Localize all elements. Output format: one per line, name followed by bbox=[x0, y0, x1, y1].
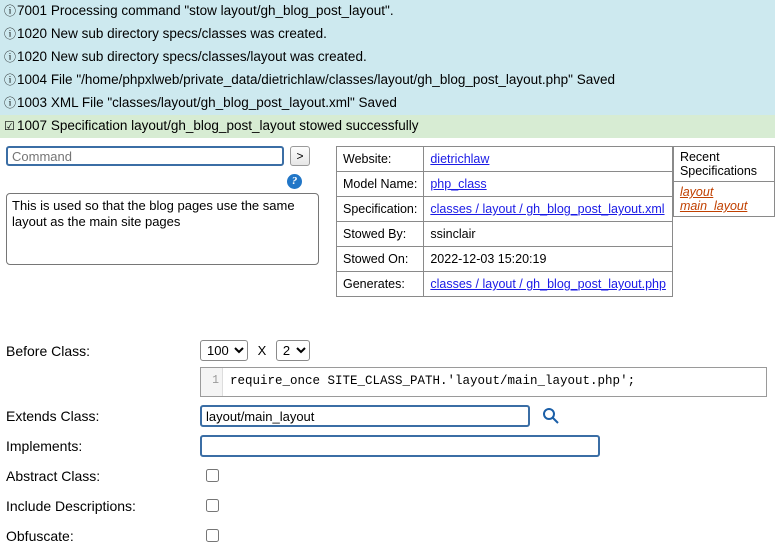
log-message bbox=[0, 23, 775, 46]
row-value: ssinclair bbox=[424, 222, 673, 247]
obfuscate-controls bbox=[200, 525, 775, 545]
table-row bbox=[337, 247, 673, 272]
info-icon: ⓘ bbox=[4, 73, 17, 87]
editor-columns-select[interactable] bbox=[200, 340, 248, 361]
extends-class-input[interactable] bbox=[200, 405, 530, 427]
code-line-text[interactable]: require_once SITE_CLASS_PATH.'layout/main_layout.php'; bbox=[230, 374, 636, 388]
row-label: Model Name: bbox=[337, 172, 424, 197]
table-row bbox=[337, 147, 673, 172]
log-message-code: 7001 bbox=[17, 3, 48, 18]
before-class-row bbox=[0, 340, 775, 397]
spec-info-table bbox=[336, 146, 673, 297]
size-separator: X bbox=[257, 343, 267, 358]
extends-class-row bbox=[0, 405, 775, 427]
search-icon[interactable] bbox=[542, 407, 559, 427]
table-row bbox=[673, 245, 774, 273]
info-icon: ⓘ bbox=[4, 96, 17, 110]
log-message-text: New sub directory specs/classes was created. bbox=[50, 26, 327, 41]
implements-input[interactable] bbox=[200, 435, 600, 457]
recent-item-empty bbox=[673, 301, 774, 329]
log-message-code: 1003 bbox=[17, 95, 48, 110]
editor-rows-select[interactable] bbox=[276, 340, 310, 361]
before-class-label: Before Class: bbox=[6, 343, 91, 359]
class-options-form bbox=[0, 340, 775, 555]
row-value bbox=[424, 197, 673, 222]
table-row bbox=[337, 272, 673, 297]
log-message-code: 1020 bbox=[17, 49, 48, 64]
table-row bbox=[337, 197, 673, 222]
row-label: Generates: bbox=[337, 272, 424, 297]
before-class-code-editor[interactable] bbox=[200, 367, 767, 397]
recent-item bbox=[673, 182, 774, 217]
row-value bbox=[424, 147, 673, 172]
recent-specifications-table bbox=[673, 146, 775, 329]
implements-label: Implements: bbox=[6, 438, 83, 455]
table-row bbox=[673, 301, 774, 329]
obfuscate-row bbox=[0, 525, 775, 547]
log-message-text: Specification layout/gh_blog_post_layout stowed successfully bbox=[50, 118, 419, 133]
log-message-text: File "/home/phpxlweb/private_data/dietrichlaw/classes/layout/gh_blog_post_layout.php" Saved bbox=[50, 72, 615, 87]
row-label: Stowed By: bbox=[337, 222, 424, 247]
log-message-code: 1004 bbox=[17, 72, 48, 87]
info-icon: ⓘ bbox=[4, 27, 17, 41]
code-line-number: 1 bbox=[201, 368, 223, 396]
message-log bbox=[0, 0, 775, 138]
recent-spec-link[interactable]: layout main_layout bbox=[679, 185, 748, 213]
help-icon[interactable]: ? bbox=[287, 174, 302, 189]
recent-item-empty bbox=[673, 245, 774, 273]
info-icon: ⓘ bbox=[4, 50, 17, 64]
abstract-class-row bbox=[0, 465, 775, 487]
website-link[interactable]: dietrichlaw bbox=[430, 152, 490, 166]
row-value bbox=[424, 172, 673, 197]
row-label: Specification: bbox=[337, 197, 424, 222]
generates-link[interactable]: classes / layout / gh_blog_post_layout.php bbox=[430, 277, 666, 291]
extends-class-controls bbox=[200, 405, 775, 427]
recent-specifications-header: Recent Specifications bbox=[673, 147, 774, 182]
check-icon: ☑ bbox=[4, 119, 15, 133]
abstract-class-controls bbox=[200, 465, 775, 485]
recent-item-empty bbox=[673, 273, 774, 301]
table-row bbox=[673, 217, 774, 246]
implements-row bbox=[0, 435, 775, 457]
info-icon: ⓘ bbox=[4, 4, 17, 18]
include-descriptions-label: Include Descriptions: bbox=[6, 498, 136, 515]
include-descriptions-row bbox=[0, 495, 775, 517]
table-row bbox=[337, 222, 673, 247]
log-message bbox=[0, 0, 775, 23]
log-message bbox=[0, 92, 775, 115]
implements-controls bbox=[200, 435, 775, 457]
table-row bbox=[673, 182, 774, 217]
command-submit-button[interactable]: > bbox=[290, 146, 310, 166]
extends-class-label: Extends Class: bbox=[6, 408, 100, 424]
model-name-link[interactable]: php_class bbox=[430, 177, 487, 191]
log-message-success bbox=[0, 115, 775, 138]
include-descriptions-checkbox[interactable] bbox=[206, 499, 219, 512]
abstract-class-checkbox[interactable] bbox=[206, 469, 219, 482]
log-message-code: 1007 bbox=[17, 118, 48, 133]
table-row bbox=[673, 273, 774, 301]
log-message-text: XML File "classes/layout/gh_blog_post_layout.xml" Saved bbox=[50, 95, 397, 110]
command-input[interactable] bbox=[6, 146, 284, 166]
row-value: 2022-12-03 15:20:19 bbox=[424, 247, 673, 272]
log-message bbox=[0, 69, 775, 92]
log-message-text: New sub directory specs/classes/layout was created. bbox=[50, 49, 367, 64]
abstract-class-label: Abstract Class: bbox=[6, 468, 101, 485]
before-class-controls bbox=[200, 340, 775, 397]
recent-item-empty bbox=[673, 217, 774, 246]
table-row bbox=[673, 147, 774, 182]
spec-info-panel bbox=[336, 146, 775, 329]
log-message-text: Processing command "stow layout/gh_blog_post_layout". bbox=[50, 3, 394, 18]
obfuscate-checkbox[interactable] bbox=[206, 529, 219, 542]
command-area bbox=[0, 138, 775, 291]
log-message bbox=[0, 46, 775, 69]
row-label: Website: bbox=[337, 147, 424, 172]
row-value bbox=[424, 272, 673, 297]
table-row bbox=[337, 172, 673, 197]
row-label: Stowed On: bbox=[337, 247, 424, 272]
obfuscate-label: Obfuscate: bbox=[6, 528, 74, 545]
log-message-code: 1020 bbox=[17, 26, 48, 41]
description-textarea[interactable] bbox=[6, 193, 319, 265]
include-descriptions-controls bbox=[200, 495, 775, 515]
specification-link[interactable]: classes / layout / gh_blog_post_layout.xml bbox=[430, 202, 665, 216]
help-row bbox=[0, 172, 320, 189]
